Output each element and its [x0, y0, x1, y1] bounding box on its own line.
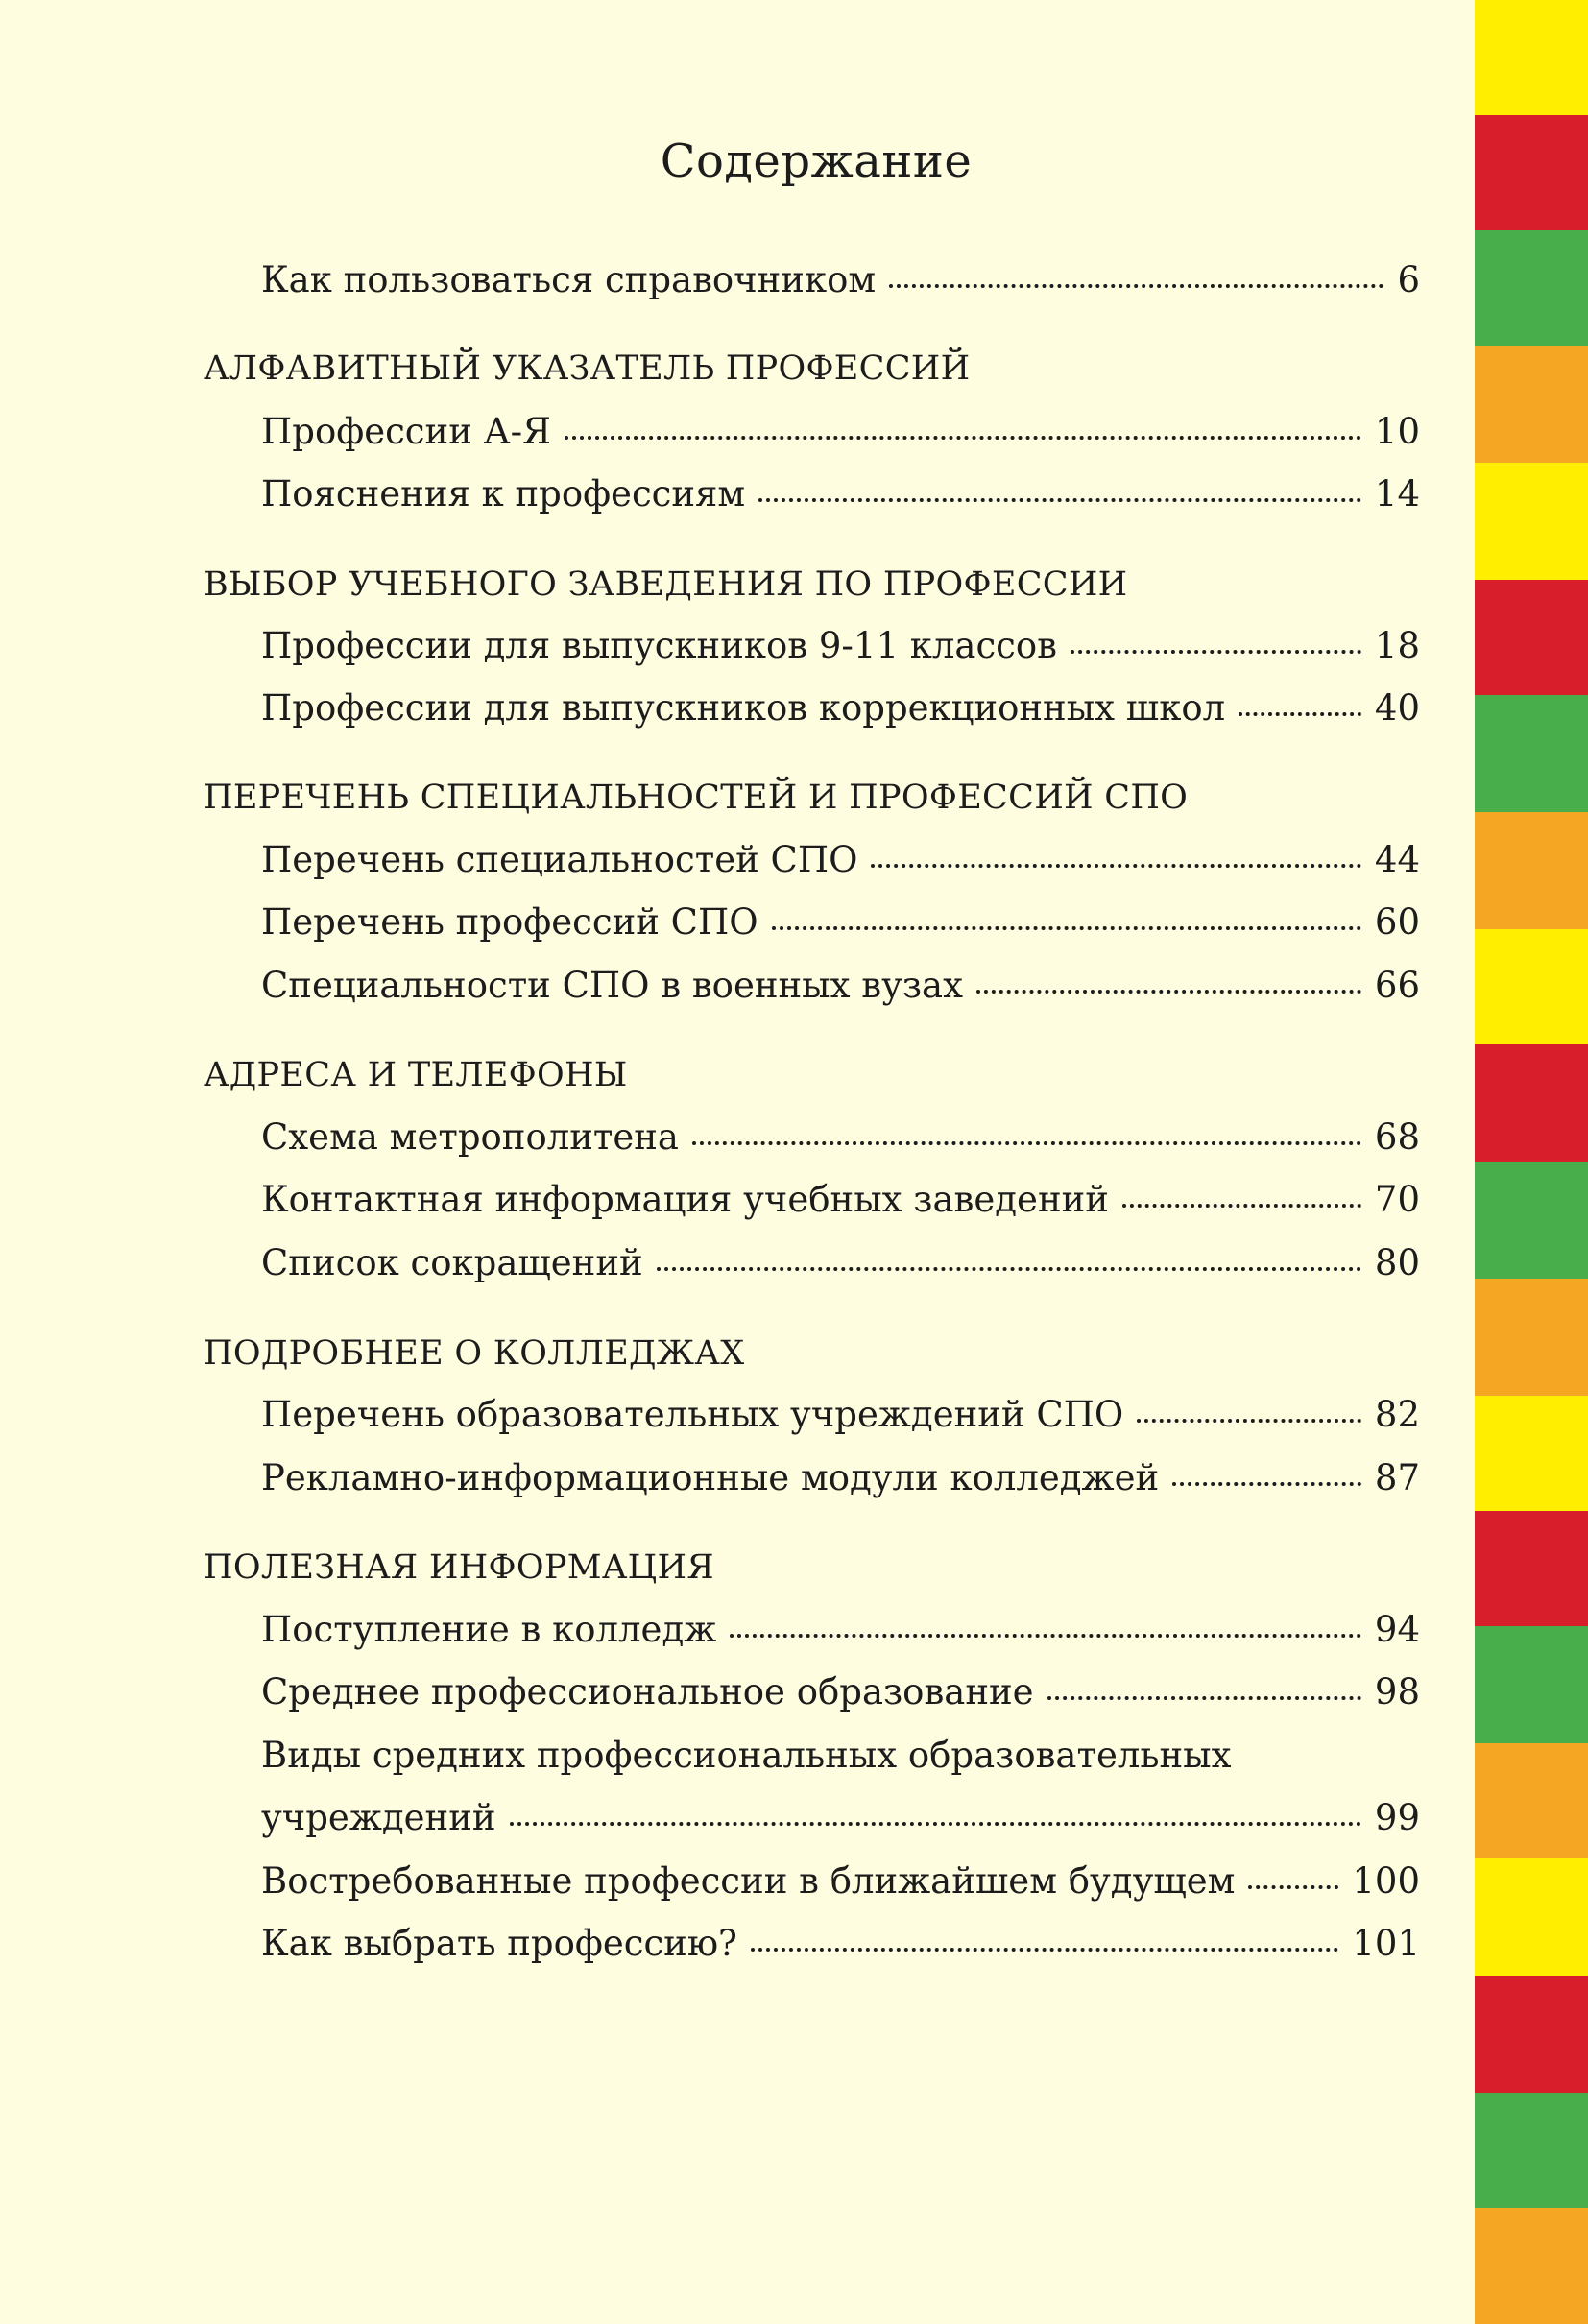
toc-entry-page: 10	[1374, 411, 1420, 452]
toc-entry-page: 70	[1374, 1179, 1420, 1220]
toc-entry-page: 100	[1352, 1860, 1420, 1902]
dot-leader	[1172, 1482, 1361, 1486]
section-heading: АЛФАВИТНЫЙ УКАЗАТЕЛЬ ПРОФЕССИЙ	[204, 349, 971, 388]
toc-entry-label: Пояснения к профессиям	[261, 473, 746, 515]
dot-leader	[1047, 1696, 1361, 1700]
dot-leader	[751, 1948, 1338, 1952]
toc-entry-page: 66	[1374, 965, 1420, 1006]
stripe-red	[1475, 1511, 1588, 1626]
toc-entry-label: Поступление в колледж	[261, 1609, 717, 1650]
stripe-green	[1475, 1162, 1588, 1279]
toc-entry-label: Профессии для выпускников коррекционных школ	[261, 687, 1226, 729]
toc-entry-page: 60	[1374, 901, 1420, 943]
stripe-orange	[1475, 2208, 1588, 2324]
toc-entry[interactable]	[261, 1450, 1420, 1507]
toc-entry[interactable]	[261, 466, 1420, 523]
toc-entry[interactable]	[261, 1234, 1420, 1292]
toc-entry-label: Как выбрать профессию?	[261, 1923, 737, 1964]
toc-entry[interactable]	[261, 1915, 1420, 1973]
toc-entry-label: Схема метрополитена	[261, 1116, 679, 1158]
dot-leader	[772, 926, 1361, 930]
toc-entry-page: 99	[1374, 1797, 1420, 1838]
toc-entry[interactable]	[261, 617, 1420, 675]
toc-entry-label: Перечень специальностей СПО	[261, 839, 858, 880]
toc-entry-page: 94	[1374, 1609, 1420, 1650]
section-heading: ПЕРЕЧЕНЬ СПЕЦИАЛЬНОСТЕЙ И ПРОФЕССИЙ СПО	[204, 779, 1189, 817]
toc-entry-label: Профессии А-Я	[261, 411, 552, 452]
toc-entry[interactable]	[261, 894, 1420, 951]
stripe-green	[1475, 695, 1588, 812]
toc-entry[interactable]	[261, 680, 1420, 737]
toc-entry-page: 14	[1374, 473, 1420, 515]
dot-leader	[976, 990, 1361, 994]
toc-entry[interactable]	[261, 1171, 1420, 1229]
toc-entry-page: 44	[1374, 839, 1420, 880]
stripe-green	[1475, 2093, 1588, 2208]
dot-leader	[510, 1822, 1361, 1826]
toc-entry[interactable]	[261, 252, 1420, 309]
toc-entry[interactable]	[261, 1601, 1420, 1659]
section-heading: ПОДРОБНЕЕ О КОЛЛЕДЖАХ	[204, 1334, 745, 1373]
stripe-green	[1475, 230, 1588, 346]
stripe-yellow	[1475, 463, 1588, 580]
toc-entry-page: 87	[1374, 1457, 1420, 1498]
toc-entry-label: Перечень профессий СПО	[261, 901, 758, 943]
dot-leader	[1137, 1419, 1361, 1423]
dot-leader	[758, 498, 1361, 502]
toc-entry-label: Список сокращений	[261, 1242, 643, 1283]
toc-entry-label: Перечень образовательных учреждений СПО	[261, 1394, 1124, 1435]
section-heading: ВЫБОР УЧЕБНОГО ЗАВЕДЕНИЯ ПО ПРОФЕССИИ	[204, 565, 1128, 604]
dot-leader	[1071, 650, 1361, 654]
dot-leader	[1248, 1885, 1338, 1889]
toc-entry-page: 101	[1352, 1923, 1420, 1964]
dot-leader	[657, 1267, 1361, 1271]
stripe-yellow	[1475, 929, 1588, 1044]
stripe-red	[1475, 1044, 1588, 1162]
toc-entry[interactable]	[261, 831, 1420, 889]
stripe-orange	[1475, 1279, 1588, 1396]
dot-leader	[871, 864, 1360, 868]
toc-entry-label: Специальности СПО в военных вузах	[261, 965, 963, 1006]
stripe-orange	[1475, 812, 1588, 929]
stripe-yellow	[1475, 0, 1588, 115]
stripe-red	[1475, 580, 1588, 695]
toc-entry-label: Среднее профессиональное образование	[261, 1671, 1034, 1713]
stripe-red	[1475, 1976, 1588, 2093]
dot-leader	[889, 284, 1383, 288]
toc-entry-label: учреждений	[261, 1797, 496, 1838]
toc-entry-label: Востребованные профессии в ближайшем будущем	[261, 1860, 1236, 1902]
toc-entry-page: 82	[1374, 1394, 1420, 1435]
section-heading: АДРЕСА И ТЕЛЕФОНЫ	[204, 1056, 628, 1094]
toc-entry-page: 68	[1374, 1116, 1420, 1158]
toc-entry[interactable]	[261, 1789, 1420, 1847]
toc-entry-label: Как пользоваться справочником	[261, 259, 877, 300]
toc-entry[interactable]	[261, 1386, 1420, 1444]
toc-entry-page: 6	[1397, 259, 1420, 300]
toc-entry-page: 40	[1374, 687, 1420, 729]
toc-entry-label: Контактная информация учебных заведений	[261, 1179, 1109, 1220]
stripe-green	[1475, 1626, 1588, 1743]
toc-entry-page: 18	[1374, 625, 1420, 666]
toc-entry-label: Рекламно-информационные модули колледжей	[261, 1457, 1160, 1498]
dot-leader	[1239, 712, 1361, 716]
toc-entry[interactable]	[261, 1853, 1420, 1910]
stripe-yellow	[1475, 1396, 1588, 1511]
side-color-stripes	[1475, 0, 1588, 2324]
toc-entry-label-line1: Виды средних профессиональных образовательных	[261, 1735, 1232, 1776]
toc-entry-page: 98	[1374, 1671, 1420, 1713]
dot-leader	[565, 436, 1361, 440]
toc-entry-page: 80	[1374, 1242, 1420, 1283]
toc-entry[interactable]	[261, 1664, 1420, 1721]
dot-leader	[692, 1141, 1361, 1145]
dot-leader	[1122, 1204, 1361, 1208]
section-heading: ПОЛЕЗНАЯ ИНФОРМАЦИЯ	[204, 1548, 714, 1587]
toc-entry[interactable]	[261, 1109, 1420, 1166]
stripe-yellow	[1475, 1858, 1588, 1976]
toc-entry[interactable]	[261, 957, 1420, 1015]
toc-entry-label: Профессии для выпускников 9-11 классов	[261, 625, 1057, 666]
stripe-orange	[1475, 346, 1588, 463]
toc-entry[interactable]	[261, 403, 1420, 461]
dot-leader	[730, 1634, 1361, 1638]
stripe-orange	[1475, 1743, 1588, 1858]
page-title: Содержание	[660, 134, 973, 188]
